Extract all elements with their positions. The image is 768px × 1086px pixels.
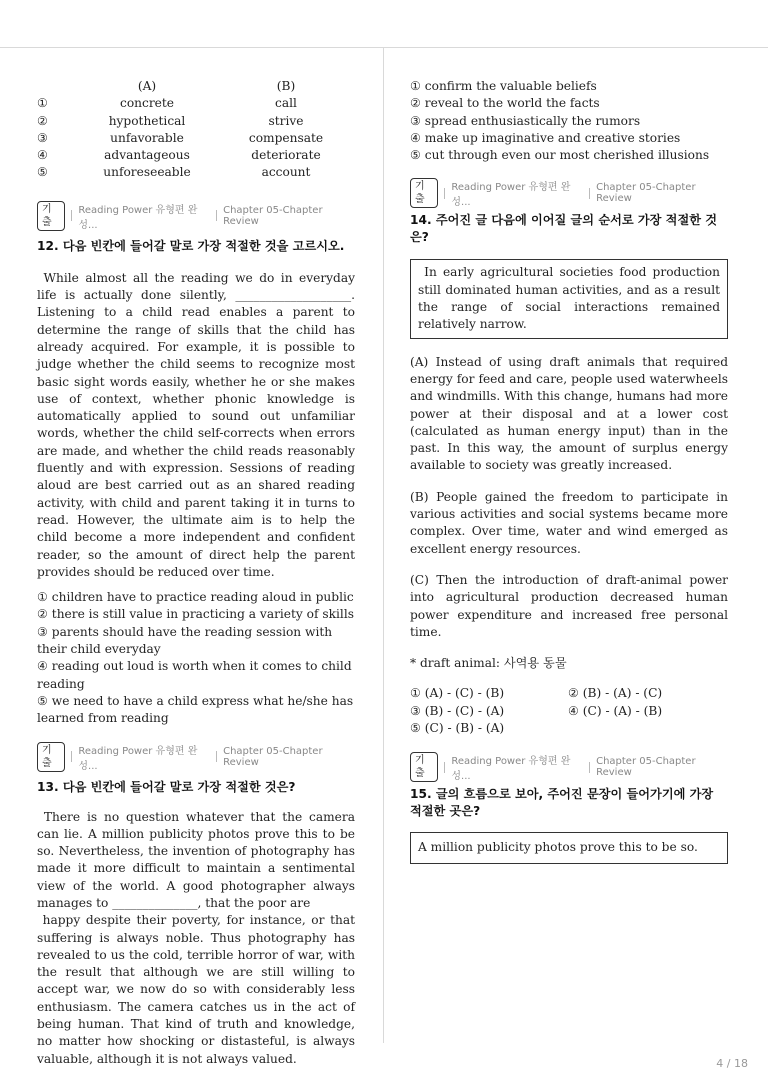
choice-b: deteriorate	[251, 148, 321, 163]
source-badge: 기출	[37, 201, 65, 231]
question-15-title: 15. 글의 흐름으로 보아, 주어진 문장이 들어가기에 가장 적절한 곳은?	[410, 787, 714, 819]
source-tag-row	[37, 203, 355, 231]
source-chapter: Chapter 05-Chapter Review	[596, 756, 696, 779]
page-number: 4 / 18	[716, 1057, 748, 1070]
source-badge: 기출	[410, 178, 438, 208]
source-badge: 기출	[37, 742, 65, 772]
question-14-given-box	[410, 259, 728, 338]
column-head-a: (A)	[137, 79, 157, 93]
option-2[interactable]: ② (B) - (A) - (C)	[568, 686, 663, 701]
option-3[interactable]: ③ parents should have the reading session with their child everyday	[37, 624, 333, 657]
question-14-options	[410, 685, 728, 737]
choice-b: compensate	[248, 130, 324, 145]
option-1[interactable]: ① confirm the valuable beliefs	[410, 79, 597, 93]
choice-b: call	[275, 96, 297, 111]
source-badge: 기출	[410, 752, 438, 782]
paragraph-c: (C) Then the introduction of draft-animal power into agricultural production decreased human power expenditure and increased free personal time.	[410, 572, 728, 639]
source-book: Reading Power 유형편 완성...	[78, 745, 198, 772]
choice-a: unfavorable	[110, 130, 184, 145]
column-divider	[383, 48, 384, 1043]
paragraph-b: (B) People gained the freedom to participate in various activities and social systems became more complex. Over time, water and wind emerged as excellent energy resources.	[410, 489, 728, 556]
option-4[interactable]: ④ make up imaginative and creative stories	[410, 130, 681, 145]
choice-b: account	[261, 165, 311, 180]
source-chapter: Chapter 05-Chapter Review	[223, 204, 323, 227]
source-tag-row	[410, 181, 728, 209]
choice-number: ④	[37, 148, 48, 163]
left-column	[37, 78, 355, 1068]
choice-number: ②	[37, 113, 48, 128]
choice-number: ⑤	[37, 165, 48, 180]
choice-a: advantageous	[104, 148, 190, 163]
answer-row[interactable]	[37, 113, 355, 130]
option-4[interactable]: ④ (C) - (A) - (B)	[568, 703, 663, 718]
choice-number: ③	[37, 130, 48, 145]
option-2[interactable]: ② reveal to the world the facts	[410, 96, 600, 111]
footnote: * draft animal: 사역용 동물	[410, 656, 567, 671]
choice-number: ①	[37, 96, 48, 111]
question-13-title: 13. 다음 빈칸에 들어갈 말로 가장 적절한 것은?	[37, 779, 296, 794]
option-5[interactable]: ⑤ we need to have a child express what he/she has learned from reading	[37, 693, 354, 726]
source-chapter: Chapter 05-Chapter Review	[223, 745, 323, 768]
answer-row[interactable]	[37, 130, 355, 147]
choice-a: hypothetical	[108, 113, 186, 128]
answer-row[interactable]	[37, 164, 355, 181]
answer-row[interactable]	[37, 95, 355, 112]
source-book: Reading Power 유형편 완성...	[451, 182, 571, 209]
paragraph-a: (A) Instead of using draft animals that required energy for feed and care, people used waterwheels and windmills. With this change, humans had more power at their disposal and at a lower cost (calculated as human energy input) than in the past. In this way, the amount of surplus energy available to society was greatly increased.	[410, 354, 728, 473]
option-4[interactable]: ④ reading out loud is worth when it comes to child reading	[37, 659, 352, 691]
option-5[interactable]: ⑤ cut through even our most cherished illusions	[410, 148, 710, 163]
q11-answer-table	[37, 78, 355, 182]
option-1[interactable]: ① children have to practice reading aloud in public	[37, 590, 354, 605]
choice-a: concrete	[120, 96, 174, 111]
option-3[interactable]: ③ (B) - (C) - (A)	[410, 703, 505, 718]
given-sentence: A million publicity photos prove this to be so.	[418, 840, 698, 855]
given-text: In early agricultural societies food production still dominated human activities, and as a result the range of social interactions remained relatively narrow.	[418, 265, 720, 332]
source-tag-row	[37, 744, 355, 772]
answer-row[interactable]	[37, 147, 355, 164]
question-12-passage: While almost all the reading we do in everyday life is actually done silently, ___________________. Listening to a child read enables a parent to determine the range of skills that the child has already acquired. For example, it is possible to judge whether the child seems to recognize most basic sight words easily, whether he or she makes use of context, whether phonic knowledge is automatically applied to sound out unfamiliar words, whether the child self-corrects when errors are made, and whether the child reads reasonably fluently and with expression. Sessions of reading aloud are best carried out as an shared reading activity, with child and parent taking it in turns to read. However, the ultimate aim is to help the child become a more independent and confident reader, so the amount of direct help the parent provides should be reduced over time.	[37, 270, 355, 579]
question-12-options	[37, 589, 355, 727]
question-14-title: 14. 주어진 글 다음에 이어질 글의 순서로 가장 적절한 것은?	[410, 213, 718, 245]
question-15-given-box	[410, 832, 728, 863]
source-book: Reading Power 유형편 완성...	[451, 756, 571, 783]
right-column	[410, 78, 728, 864]
question-13-options	[410, 78, 728, 164]
option-1[interactable]: ① (A) - (C) - (B)	[410, 686, 505, 701]
option-2[interactable]: ② there is still value in practicing a variety of skills	[37, 607, 354, 622]
question-13-passage-part2: happy despite their poverty, for instance, or that suffering is always noble. Thus photography has revealed to us the cold, terrible horror of war, with the result that although we are still willing to accept war, we now do so with considerably less enthusiasm. The camera catches us in the act of being human. That kind of truth and knowledge, no matter how shocking or distasteful, is always valuable, although it is not always valued.	[37, 913, 355, 1066]
choice-b: strive	[268, 113, 304, 128]
choice-a: unforeseeable	[103, 165, 191, 180]
question-13-passage-part1: There is no question whatever that the camera can lie. A million publicity photos prove this to be so. Nevertheless, the invention of photography has made it more difficult to maintain a sentimental view of the world. A good photographer always manages to ______________, that the poor are	[37, 809, 355, 910]
option-3[interactable]: ③ spread enthusiastically the rumors	[410, 113, 641, 128]
option-5[interactable]: ⑤ (C) - (B) - (A)	[410, 721, 505, 736]
source-chapter: Chapter 05-Chapter Review	[596, 182, 696, 205]
question-12-title: 12. 다음 빈칸에 들어갈 말로 가장 적절한 것을 고르시오.	[37, 238, 345, 253]
source-tag-row	[410, 755, 728, 783]
header-rule	[0, 47, 768, 48]
column-head-b: (B)	[276, 79, 296, 93]
source-book: Reading Power 유형편 완성...	[78, 204, 198, 231]
